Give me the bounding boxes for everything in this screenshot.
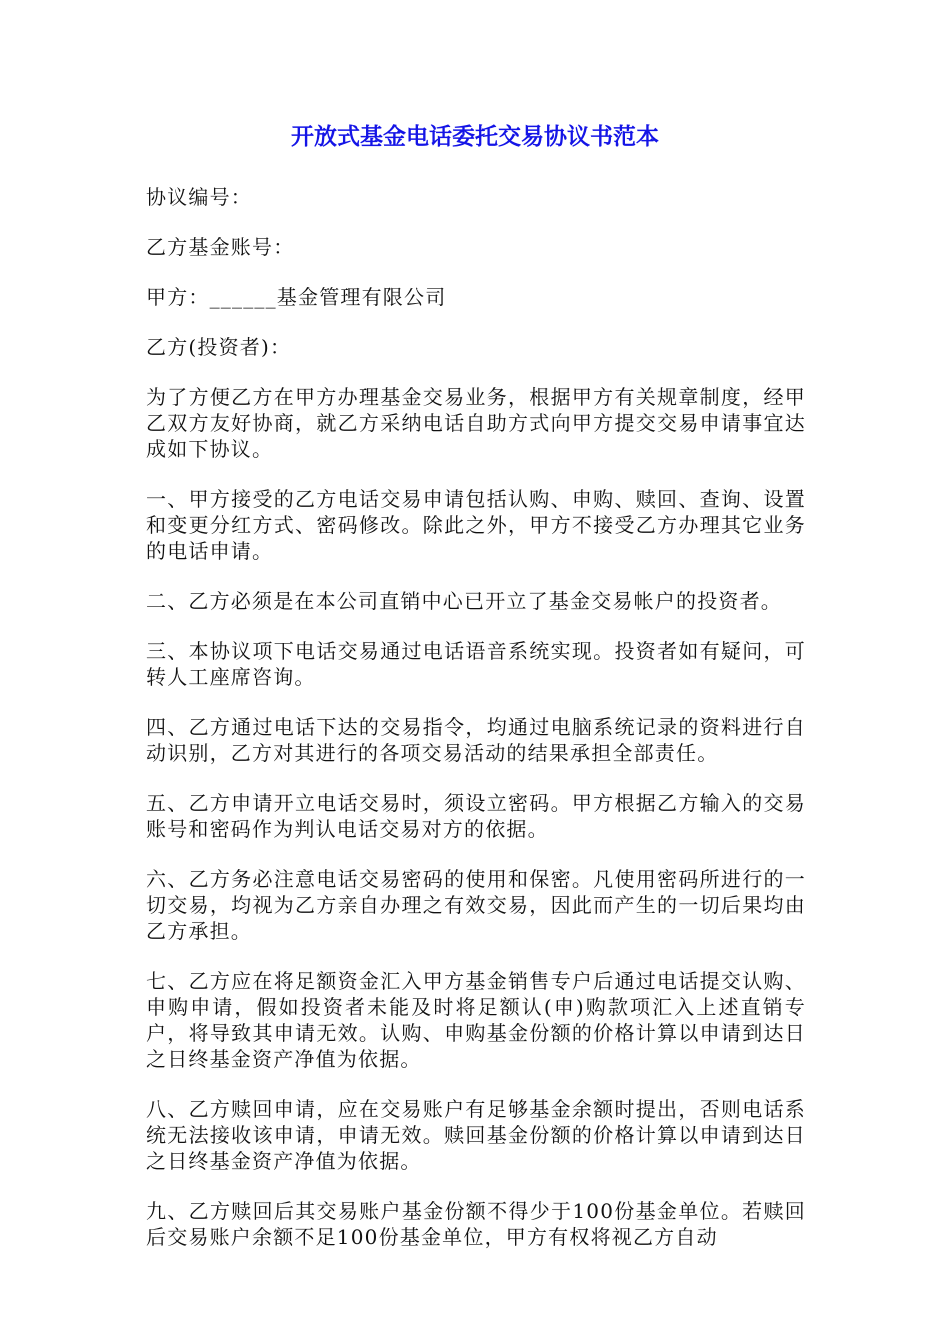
document-title: 开放式基金电话委托交易协议书范本 (291, 124, 659, 150)
clause-9: 九、乙方赎回后其交易账户基金份额不得少于100份基金单位。若赎回后交易账户余额不足100份基金单位，甲方有权将视乙方自动 (146, 1199, 806, 1249)
clause-8: 八、乙方赎回申请，应在交易账户有足够基金余额时提出，否则电话系统无法接收该申请，申请无效。赎回基金份额的价格计算以申请到达日之日终基金资产净值为依据。 (146, 1097, 806, 1173)
clause-5: 五、乙方申请开立电话交易时，须设立密码。甲方根据乙方输入的交易账号和密码作为判认电话交易对方的依据。 (146, 791, 806, 841)
document-body (146, 184, 806, 1274)
agreement-number-line: 协议编号： (146, 185, 252, 209)
clause-4: 四、乙方通过电话下达的交易指令，均通过电脑系统记录的资料进行自动识别，乙方对其进行的各项交易活动的结果承担全部责任。 (146, 715, 806, 765)
clause-7: 七、乙方应在将足额资金汇入甲方基金销售专户后通过电话提交认购、申购申请，假如投资者未能及时将足额认(申)购款项汇入上述直销专户，将导致其申请无效。认购、申购基金份额的价格计算以申请到达日之日终基金资产净值为依据。 (146, 969, 806, 1071)
clause-2: 二、乙方必须是在本公司直销中心已开立了基金交易帐户的投资者。 (146, 589, 782, 613)
party-b-line: 乙方(投资者)： (146, 335, 292, 359)
party-b-fund-account-line: 乙方基金账号： (146, 235, 295, 259)
preamble-paragraph: 为了方便乙方在甲方办理基金交易业务，根据甲方有关规章制度，经甲乙双方友好协商，就乙方采纳电话自助方式向甲方提交交易申请事宜达成如下协议。 (146, 385, 806, 461)
clause-3: 三、本协议项下电话交易通过电话语音系统实现。投资者如有疑问，可转人工座席咨询。 (146, 639, 806, 689)
clause-6: 六、乙方务必注意电话交易密码的使用和保密。凡使用密码所进行的一切交易，均视为乙方亲自办理之有效交易，因此而产生的一切后果均由乙方承担。 (146, 867, 806, 943)
clause-1: 一、甲方接受的乙方电话交易申请包括认购、申购、赎回、查询、设置和变更分红方式、密码修改。除此之外，甲方不接受乙方办理其它业务的电话申请。 (146, 487, 806, 563)
party-a-line: 甲方：______基金管理有限公司 (146, 285, 447, 309)
